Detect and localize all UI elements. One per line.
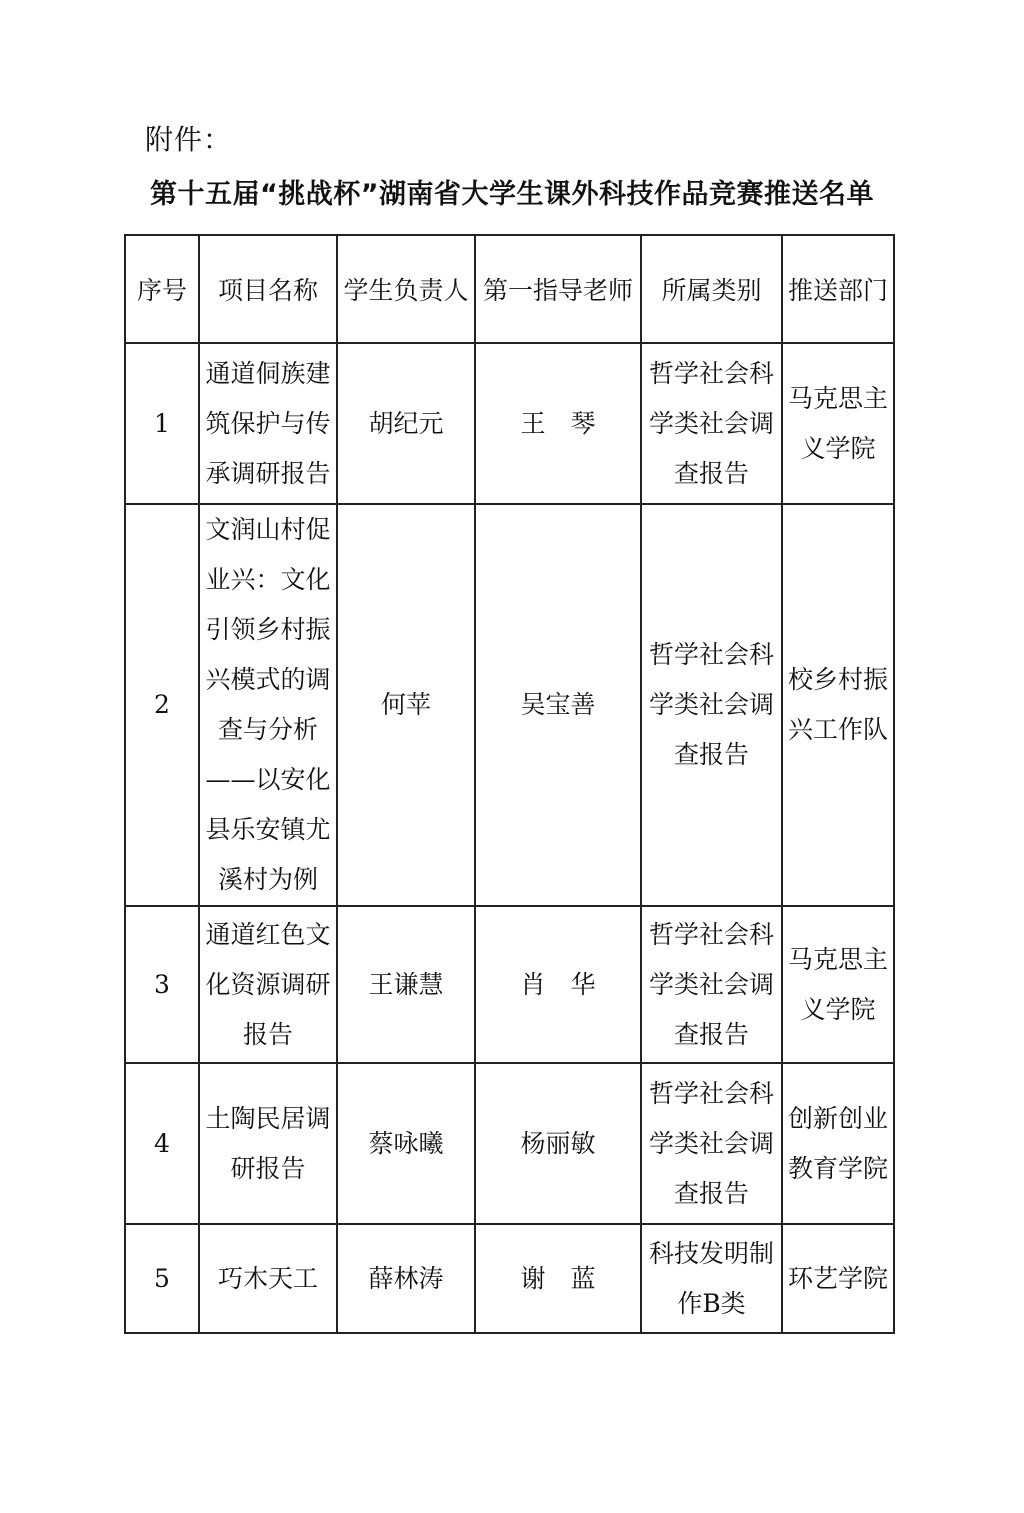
header-project-name: 项目名称 (199, 235, 337, 343)
cell-category: 哲学社会科学类社会调查报告 (641, 906, 782, 1063)
cell-first-advisor: 杨丽敏 (475, 1063, 641, 1224)
header-index: 序号 (125, 235, 199, 343)
cell-category: 哲学社会科学类社会调查报告 (641, 343, 782, 504)
header-category: 所属类别 (641, 235, 782, 343)
cell-category: 哲学社会科学类社会调查报告 (641, 1063, 782, 1224)
cell-department: 马克思主义学院 (782, 343, 894, 504)
cell-category: 科技发明制作B类 (641, 1224, 782, 1333)
table-row (125, 1063, 894, 1224)
header-first-advisor: 第一指导老师 (475, 235, 641, 343)
cell-project-name: 通道红色文化资源调研报告 (199, 906, 337, 1063)
cell-student-lead: 何苹 (337, 504, 475, 906)
cell-first-advisor: 王 琴 (475, 343, 641, 504)
cell-index: 1 (125, 343, 199, 504)
cell-category: 哲学社会科学类社会调查报告 (641, 504, 782, 906)
cell-project-name: 通道侗族建筑保护与传承调研报告 (199, 343, 337, 504)
cell-student-lead: 王谦慧 (337, 906, 475, 1063)
cell-first-advisor: 吴宝善 (475, 504, 641, 906)
cell-project-name: 文润山村促业兴：文化引领乡村振兴模式的调查与分析——以安化县乐安镇尤溪村为例 (199, 504, 337, 906)
document-title: 第十五届“挑战杯”湖南省大学生课外科技作品竞赛推送名单 (150, 179, 874, 210)
nomination-table (124, 234, 895, 1334)
header-department: 推送部门 (782, 235, 894, 343)
cell-first-advisor: 肖 华 (475, 906, 641, 1063)
cell-index: 3 (125, 906, 199, 1063)
table-row (125, 1224, 894, 1333)
table-row (125, 504, 894, 906)
cell-student-lead: 胡纪元 (337, 343, 475, 504)
cell-department: 马克思主义学院 (782, 906, 894, 1063)
table-row (125, 343, 894, 504)
cell-index: 4 (125, 1063, 199, 1224)
cell-project-name: 巧木天工 (199, 1224, 337, 1333)
attachment-label: 附件： (145, 123, 233, 156)
cell-student-lead: 蔡咏曦 (337, 1063, 475, 1224)
cell-index: 5 (125, 1224, 199, 1333)
cell-index: 2 (125, 504, 199, 906)
table-row (125, 906, 894, 1063)
cell-first-advisor: 谢 蓝 (475, 1224, 641, 1333)
header-student-lead: 学生负责人 (337, 235, 475, 343)
table-header-row (125, 235, 894, 343)
cell-student-lead: 薛林涛 (337, 1224, 475, 1333)
cell-department: 校乡村振兴工作队 (782, 504, 894, 906)
cell-department: 环艺学院 (782, 1224, 894, 1333)
cell-project-name: 土陶民居调研报告 (199, 1063, 337, 1224)
cell-department: 创新创业教育学院 (782, 1063, 894, 1224)
